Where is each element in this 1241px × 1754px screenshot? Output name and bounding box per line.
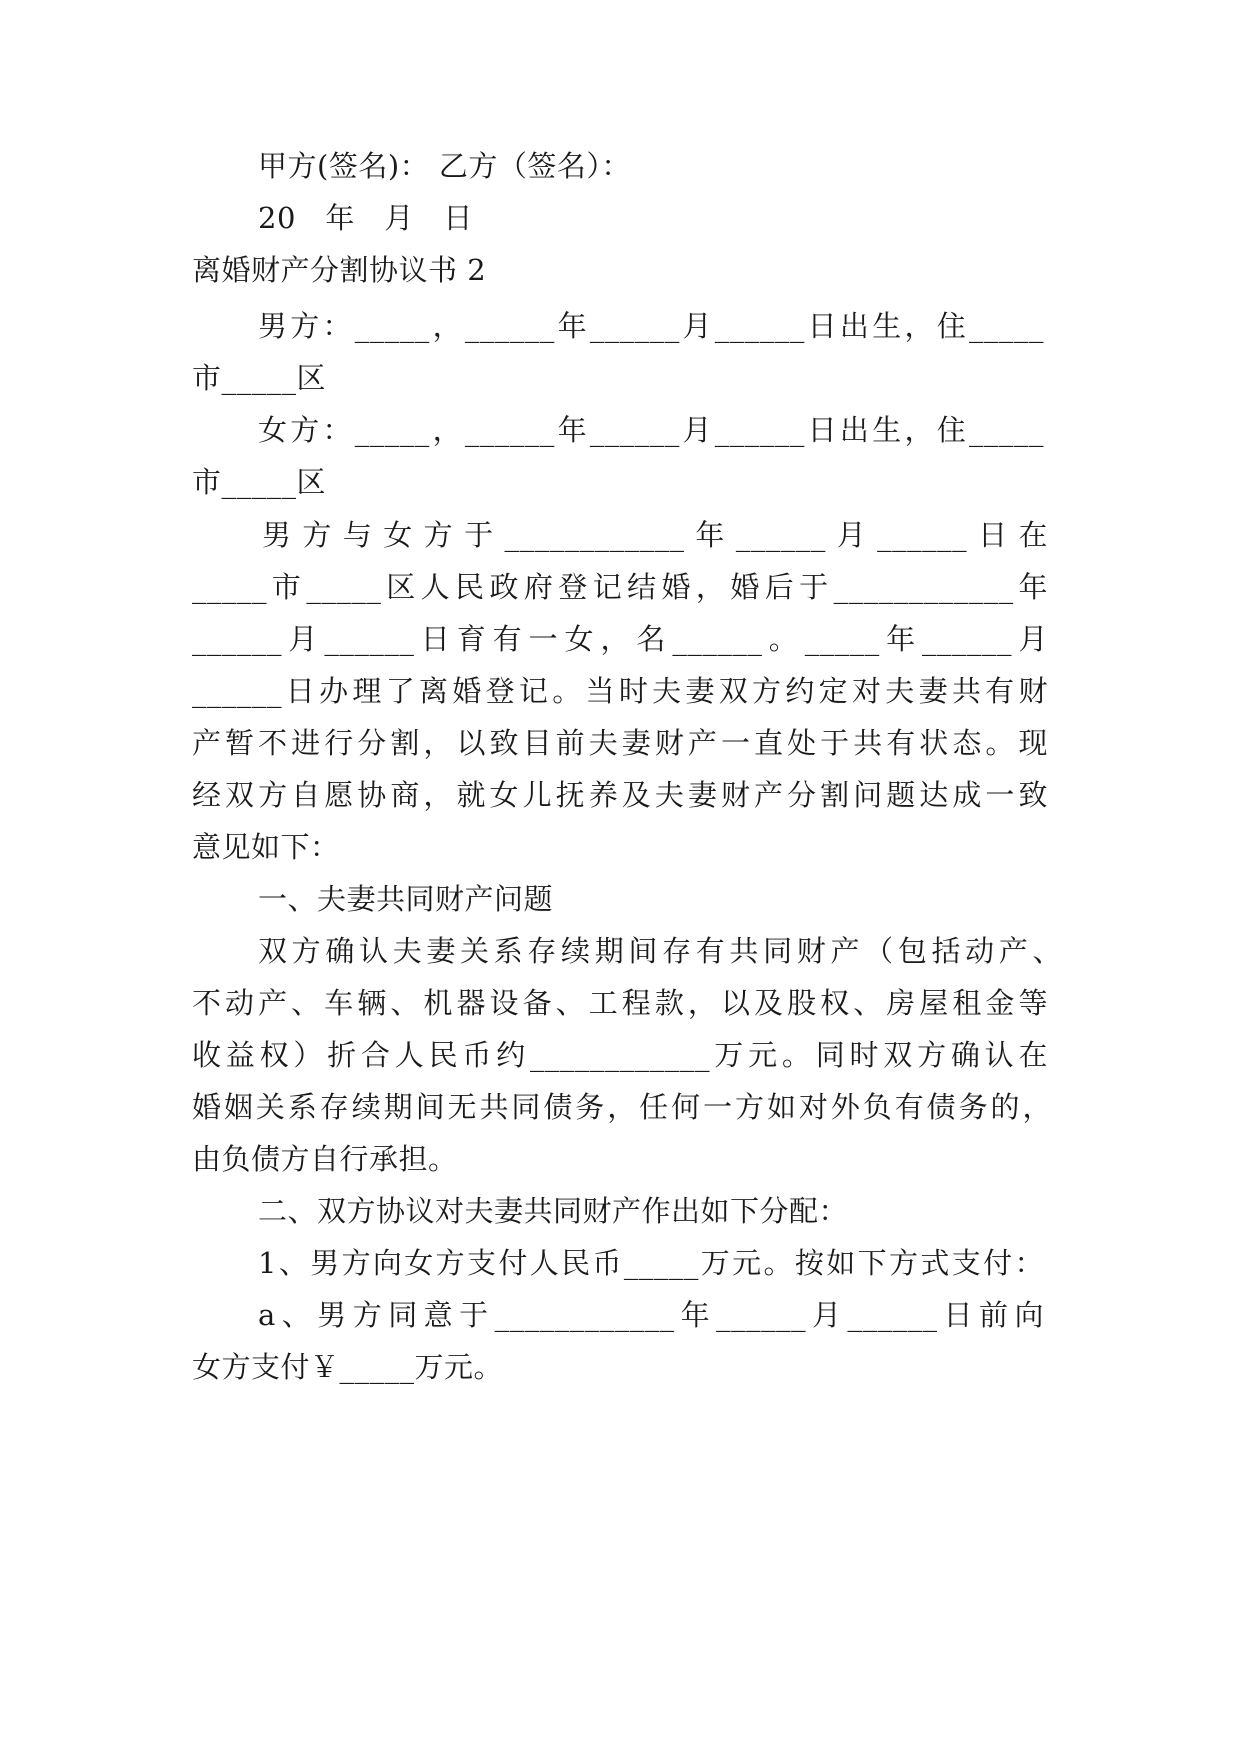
male-party-line: 男方：_____，______年______月______日出生，住_____ — [258, 309, 1044, 343]
paragraph-line: ______月______日育有一女，名______。_____年______月 — [192, 622, 1048, 656]
paragraph-line: 产暂不进行分割，以致目前夫妻财产一直处于共有状态。现 — [192, 726, 1048, 760]
date-line: 20 年 月 日 — [258, 201, 473, 235]
paragraph-line: a、男方同意于____________年______月______日前向 — [258, 1298, 1044, 1332]
paragraph-line: ______日办理了离婚登记。当时夫妻双方约定对夫妻共有财 — [192, 674, 1048, 708]
section-heading: 一、夫妻共同财产问题 — [258, 882, 554, 916]
female-party-address: 市_____区 — [192, 465, 327, 499]
paragraph-line: 经双方自愿协商，就女儿抚养及夫妻财产分割问题达成一致 — [192, 778, 1048, 812]
section-heading: 二、双方协议对夫妻共同财产作出如下分配： — [258, 1194, 849, 1228]
paragraph-line: 1、男方向女方支付人民币_____万元。按如下方式支付： — [258, 1246, 1044, 1280]
paragraph-line: 女方支付￥_____万元。 — [192, 1350, 504, 1384]
paragraph-line: 由负债方自行承担。 — [192, 1142, 458, 1176]
paragraph-line: 不动产、车辆、机器设备、工程款，以及股权、房屋租金等 — [192, 986, 1048, 1020]
document-title: 离婚财产分割协议书 2 — [192, 253, 487, 287]
paragraph-line: _____市_____区人民政府登记结婚，婚后于____________年 — [192, 570, 1048, 604]
paragraph-line: 意见如下： — [192, 830, 340, 864]
paragraph-line: 双方确认夫妻关系存续期间存有共同财产（包括动产、 — [258, 934, 1062, 968]
female-party-line: 女方：_____，______年______月______日出生，住_____ — [258, 413, 1044, 447]
male-party-address: 市_____区 — [192, 361, 327, 395]
paragraph-line: 收益权）折合人民币约____________万元。同时双方确认在 — [192, 1038, 1048, 1072]
signature-line: 甲方(签名)： 乙方（签名）： — [258, 149, 631, 183]
paragraph-line: 婚姻关系存续期间无共同债务，任何一方如对外负有债务的， — [192, 1090, 1052, 1124]
paragraph-line: 男方与女方于____________年______月______日在 — [262, 518, 1048, 552]
